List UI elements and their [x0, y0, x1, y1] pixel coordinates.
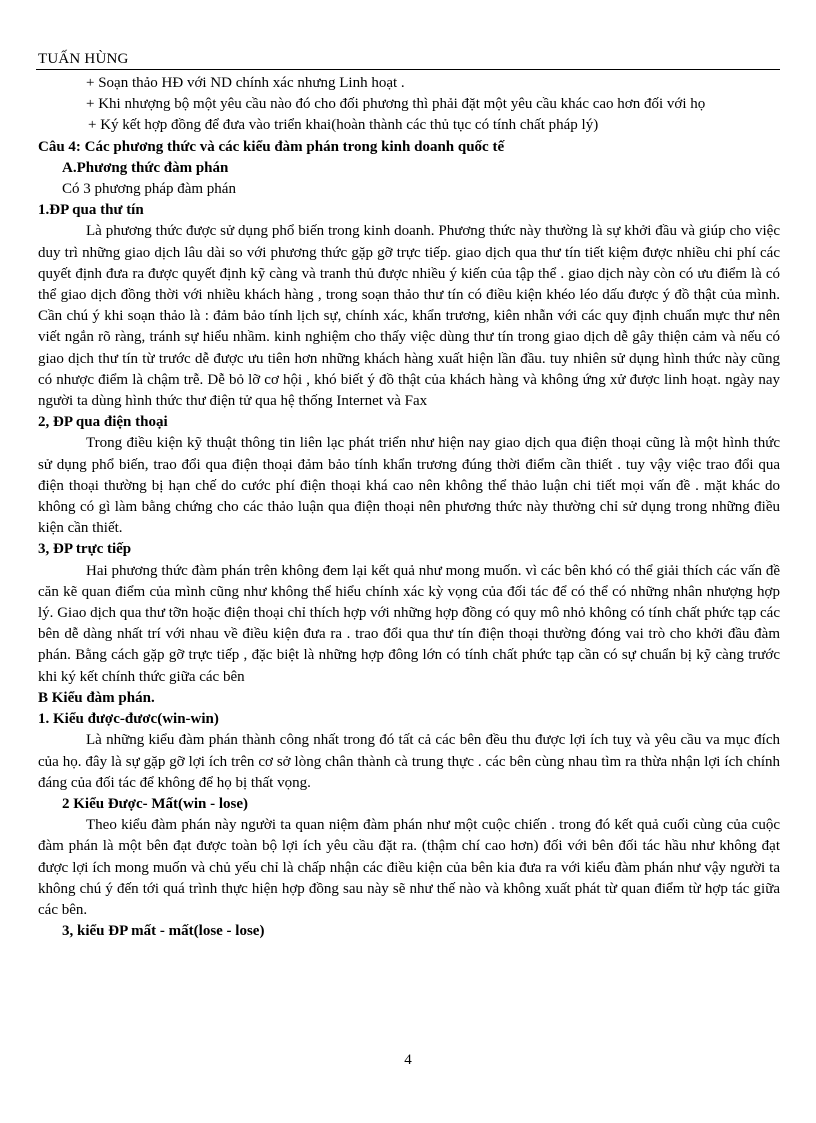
paragraph-dien-thoai: Trong điều kiện kỹ thuật thông tin liên lạc phát triển như hiện nay giao dịch qua điện thoại cũng là một hình thức sử dụng phổ biến, trao đổi qua điện thoại đảm bảo tính khẩn trương đúng thời điểm cần thiết . tuy vậy việc trao đổi qua điện thoại thường bị hạn chế do cước phí điện thoại khá cao nên không thể thảo luận chi tiết mọi vấn đề . mặt khác do không có gì làm bằng chứng cho các thảo luận qua điện thoại nên phương thức này thường chỉ sử dụng trong những điều kiện cần thiết. [38, 435, 780, 537]
paragraph-thu-tin: Là phương thức được sử dụng phổ biến trong kinh doanh. Phương thức này thường là sự khởi đầu và giúp cho việc duy trì những giao dịch lâu dài so với phương thức gặp gỡ trực tiếp. giao dịch qua thư tín tiết kiệm được nhiều chi phí các quyết định đưa ra được quyết định kỹ càng và tranh thủ được nhiều ý kiến của tập thể . giao dịch này còn có ưu điểm là có thể giao dịch đồng thời với nhiều khách hàng , trong soạn thảo thư tín có điều kiện khéo léo dấu được ý đồ thật của mình. Cần chú ý khi soạn thảo là : đảm bảo tính lịch sự, chính xác, khẩn trương, kiên nhẫn với các quy định chuẩn mực thư nên viết ngắn rõ ràng, tránh sự hiểu nhầm. kinh nghiệm cho thấy việc dùng thư tín trong giao dịch dễ gây thiện cảm và nếu có giao dịch thư tín từ trước dễ được ưu tiên hơn những khách hàng xuất hiện lần đầu. tuy nhiên sử dụng hình thức này cũng có nhược điểm là chậm trễ. Dễ bỏ lỡ cơ hội , khó biết ý đồ thật của khách hàng và không ứng xử được linh hoạt. ngày nay người ta dùng hình thức thư điện tử qua hệ thống Internet và Fax [38, 223, 780, 410]
intro-text: Có 3 phương pháp đàm phán [62, 181, 236, 198]
heading-win-lose: 2 Kiểu Được- Mất(win - lose) [62, 795, 249, 812]
bullet-item [38, 94, 780, 115]
heading-truc-tiep: 3, ĐP trực tiếp [38, 541, 132, 558]
document-body [38, 73, 780, 942]
section-heading-cau4: Câu 4: Các phương thức và các kiểu đàm phán trong kinh doanh quốc tế [38, 138, 505, 155]
bullet-item-text: + Khi nhượng bộ một yêu cầu nào đó cho đối phương thì phải đặt một yêu cầu khác cao hơn đối với họ [86, 96, 706, 113]
page-number: 4 [404, 1052, 412, 1068]
page-header-author: TUẤN HÙNG [38, 51, 129, 67]
subsection-heading-phuong-thuc: A.Phương thức đàm phán [62, 159, 229, 176]
paragraph-win-win: Là những kiểu đàm phán thành công nhất trong đó tất cả các bên đều thu được lợi ích tuỵ và yêu cầu va mục đích của họ. đây là sự gặp gỡ lợi ích trên cơ sở lòng chân thành cà trung thực . các bên cùng nhau tìm ra thừa nhận lợi ích chính đáng của đối tác để không để họ bị thất vọng. [38, 732, 780, 791]
bullet-item: + Ký kết hợp đồng để đưa vào triển khai(hoàn thành các thủ tục có tính chất pháp lý) [88, 117, 599, 134]
heading-win-win: 1. Kiểu được-đươc(win-win) [38, 711, 219, 728]
paragraph-truc-tiep: Hai phương thức đàm phán trên không đem lại kết quả như mong muốn. vì các bên khó có thể giải thích các vấn đề căn kẽ quan điểm của mình cũng như không thể hiểu chính xác kỳ vọng của đối tác để có thể có những nhân nhượng hợp lý. Giao dịch qua thư tỡn hoặc điện thoại chỉ thích hợp với những hợp đồng có quy mô nhỏ không có tính chất phức tạp các bên dễ dàng nhất trí với nhau về điều kiện đưa ra . trao đổi qua thư tín điện thoại thường đóng vai trò cho khởi đầu đàm phán. Bằng cách gặp gỡ trực tiếp , đặc biệt là những hợp đông lớn có tính chất phức tạp cần có sự chuẩn bị kỹ càng trước khi ký kết chính thức giữa các bên [38, 562, 780, 685]
paragraph-win-lose: Theo kiểu đàm phán này người ta quan niệm đàm phán như một cuộc chiến . trong đó kết quả cuối cùng của cuộc đàm phán là một bên đạt được toàn bộ lợi ích yêu cầu đặt ra. (thậm chí cao hơn) đối với bên đối tác hầu như không đạt được lợi ích mong muốn và chủ yếu chỉ là chấp nhận các điều kiện của bên kia đưa ra với kiểu đàm phán như vậy người ta không chú ý đến tới quá trình thực hiện hợp đồng sau này sẽ như thế nào và không xuất phát từ quan điểm từ hợp tác giữa các bên. [38, 817, 780, 918]
heading-lose-lose: 3, kiểu ĐP mất - mất(lose - lose) [62, 923, 265, 940]
heading-kieu-dam-phan: B Kiểu đàm phán. [38, 689, 155, 706]
heading-dien-thoai: 2, ĐP qua điện thoại [38, 414, 168, 431]
bullet-item: + Soạn thảo HĐ với ND chính xác nhưng Linh hoạt . [86, 75, 405, 91]
header-rule [36, 69, 780, 70]
heading-thu-tin: 1.ĐP qua thư tín [38, 202, 144, 219]
